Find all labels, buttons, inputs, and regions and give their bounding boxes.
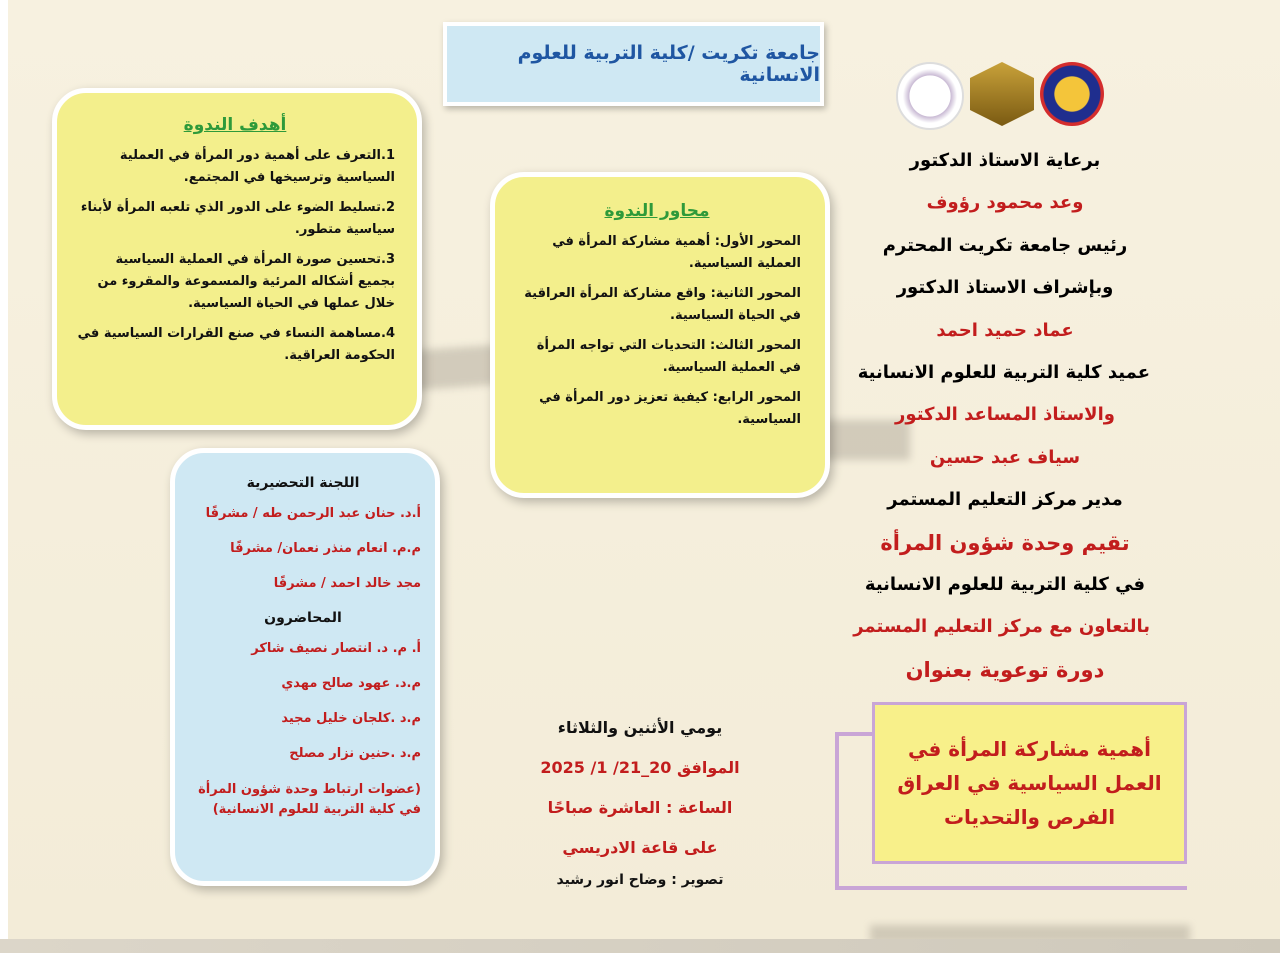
bottom-bar: [0, 939, 1280, 953]
axis-item: المحور الأول: أهمية مشاركة المرأة في العملية السياسية.: [552, 234, 801, 271]
course-topic-box: [872, 702, 1187, 864]
goal-item: 2.تسليط الضوء على الدور الذي تلعبه المرأة لأبناء سياسية متطور.: [80, 200, 395, 237]
axis-item: المحور الرابع: كيفية تعزيز دور المرأة في السياسية.: [539, 390, 801, 427]
sponsorship-column: [853, 140, 1150, 691]
sponsor-line: دورة توعوية بعنوان: [905, 657, 1105, 682]
sponsor-line: وعد محمود رؤوف: [926, 192, 1084, 214]
sponsor-line: وبإشراف الاستاذ الدكتور: [896, 277, 1114, 299]
lecturers-title: المحاضرون: [264, 610, 342, 626]
goals-card: [52, 88, 422, 430]
committee-member: أ.د. حنان عبد الرحمن طه / مشرفًا: [205, 506, 421, 521]
goal-item: 1.التعرف على أهمية دور المرأة في العملية السياسية وترسيخها في المجتمع.: [119, 148, 395, 185]
committee-member: م.م. انعام منذر نعمان/ مشرفًا: [230, 541, 421, 556]
course-topic: أهمية مشاركة المرأة في العمل السياسية في العراق الفرص والتحديات: [897, 737, 1162, 829]
lecturer: م.د .كلجان خليل مجيد: [281, 711, 421, 726]
goal-item: 3.تحسين صورة المرأة في العملية السياسية بجميع أشكاله المرئية والمسموعة والمقروء من خلال عملها في الحياة السياسية.: [97, 252, 395, 311]
photo-credit: تصوير : وضاح انور رشيد: [556, 872, 724, 888]
sponsor-line: سياف عبد حسين: [929, 446, 1081, 468]
committee-title: اللجنة التحضيرية: [246, 475, 360, 491]
sponsor-line: رئيس جامعة تكريت المحترم: [882, 234, 1128, 256]
schedule-line: يومي الأثنين والثلاثاء: [557, 718, 723, 737]
schedule: [520, 708, 760, 868]
lecturer: م.د .حنين نزار مصلح: [289, 746, 421, 761]
goal-item: 4.مساهمة النساء في صنع القرارات السياسية في الحكومة العراقية.: [77, 326, 395, 363]
sponsor-line: تقيم وحدة شؤون المرأة: [880, 530, 1130, 555]
sponsor-line: بالتعاون مع مركز التعليم المستمر: [853, 616, 1150, 638]
sponsor-line: عميد كلية التربية للعلوم الانسانية: [857, 361, 1150, 383]
axis-item: المحور الثالث: التحديات التي تواجه المرأة في العملية السياسية.: [536, 338, 801, 375]
axes-title: محاور الندوة: [604, 201, 710, 221]
committee-note: (عضوات ارتباط وحدة شؤون المرأة في كلية التربية للعلوم الانسانية): [198, 782, 421, 817]
left-edge: [0, 0, 8, 953]
schedule-line: الموافق 20_21/ 1/ 2025: [540, 758, 740, 777]
university-logo-icon: [1040, 62, 1104, 126]
sponsor-line: في كلية التربية للعلوم الانسانية: [864, 573, 1146, 595]
lecturer: م.د. عهود صالح مهدي: [281, 676, 421, 691]
university-title-box: [443, 22, 824, 106]
schedule-line: على قاعة الادريسي: [562, 838, 718, 857]
committee-card: [170, 448, 440, 886]
sponsor-line: مدير مركز التعليم المستمر: [887, 489, 1123, 511]
college-logo-icon: [970, 62, 1034, 126]
axis-item: المحور الثانية: واقع مشاركة المرأة العراقية في الحياة السياسية.: [524, 286, 801, 323]
women-unit-logo-icon: [896, 62, 964, 130]
lecturer: أ. م. د. انتصار نصيف شاكر: [251, 641, 421, 656]
sponsor-line: عماد حميد احمد: [936, 319, 1074, 341]
goals-title: أهدف الندوة: [183, 115, 287, 135]
sponsor-line: برعاية الاستاذ الدكتور: [909, 150, 1101, 171]
schedule-line: الساعة : العاشرة صباحًا: [547, 798, 733, 817]
university-title: جامعة تكريت /كلية التربية للعلوم الانسانية: [517, 42, 820, 86]
logos: [896, 62, 1118, 130]
sponsor-line: والاستاذ المساعد الدكتور: [895, 404, 1115, 426]
topic-bracket: [835, 732, 875, 890]
committee-member: مجد خالد احمد / مشرفًا: [273, 576, 421, 591]
topic-bracket-line: [835, 886, 1187, 890]
axes-card: [490, 172, 830, 498]
